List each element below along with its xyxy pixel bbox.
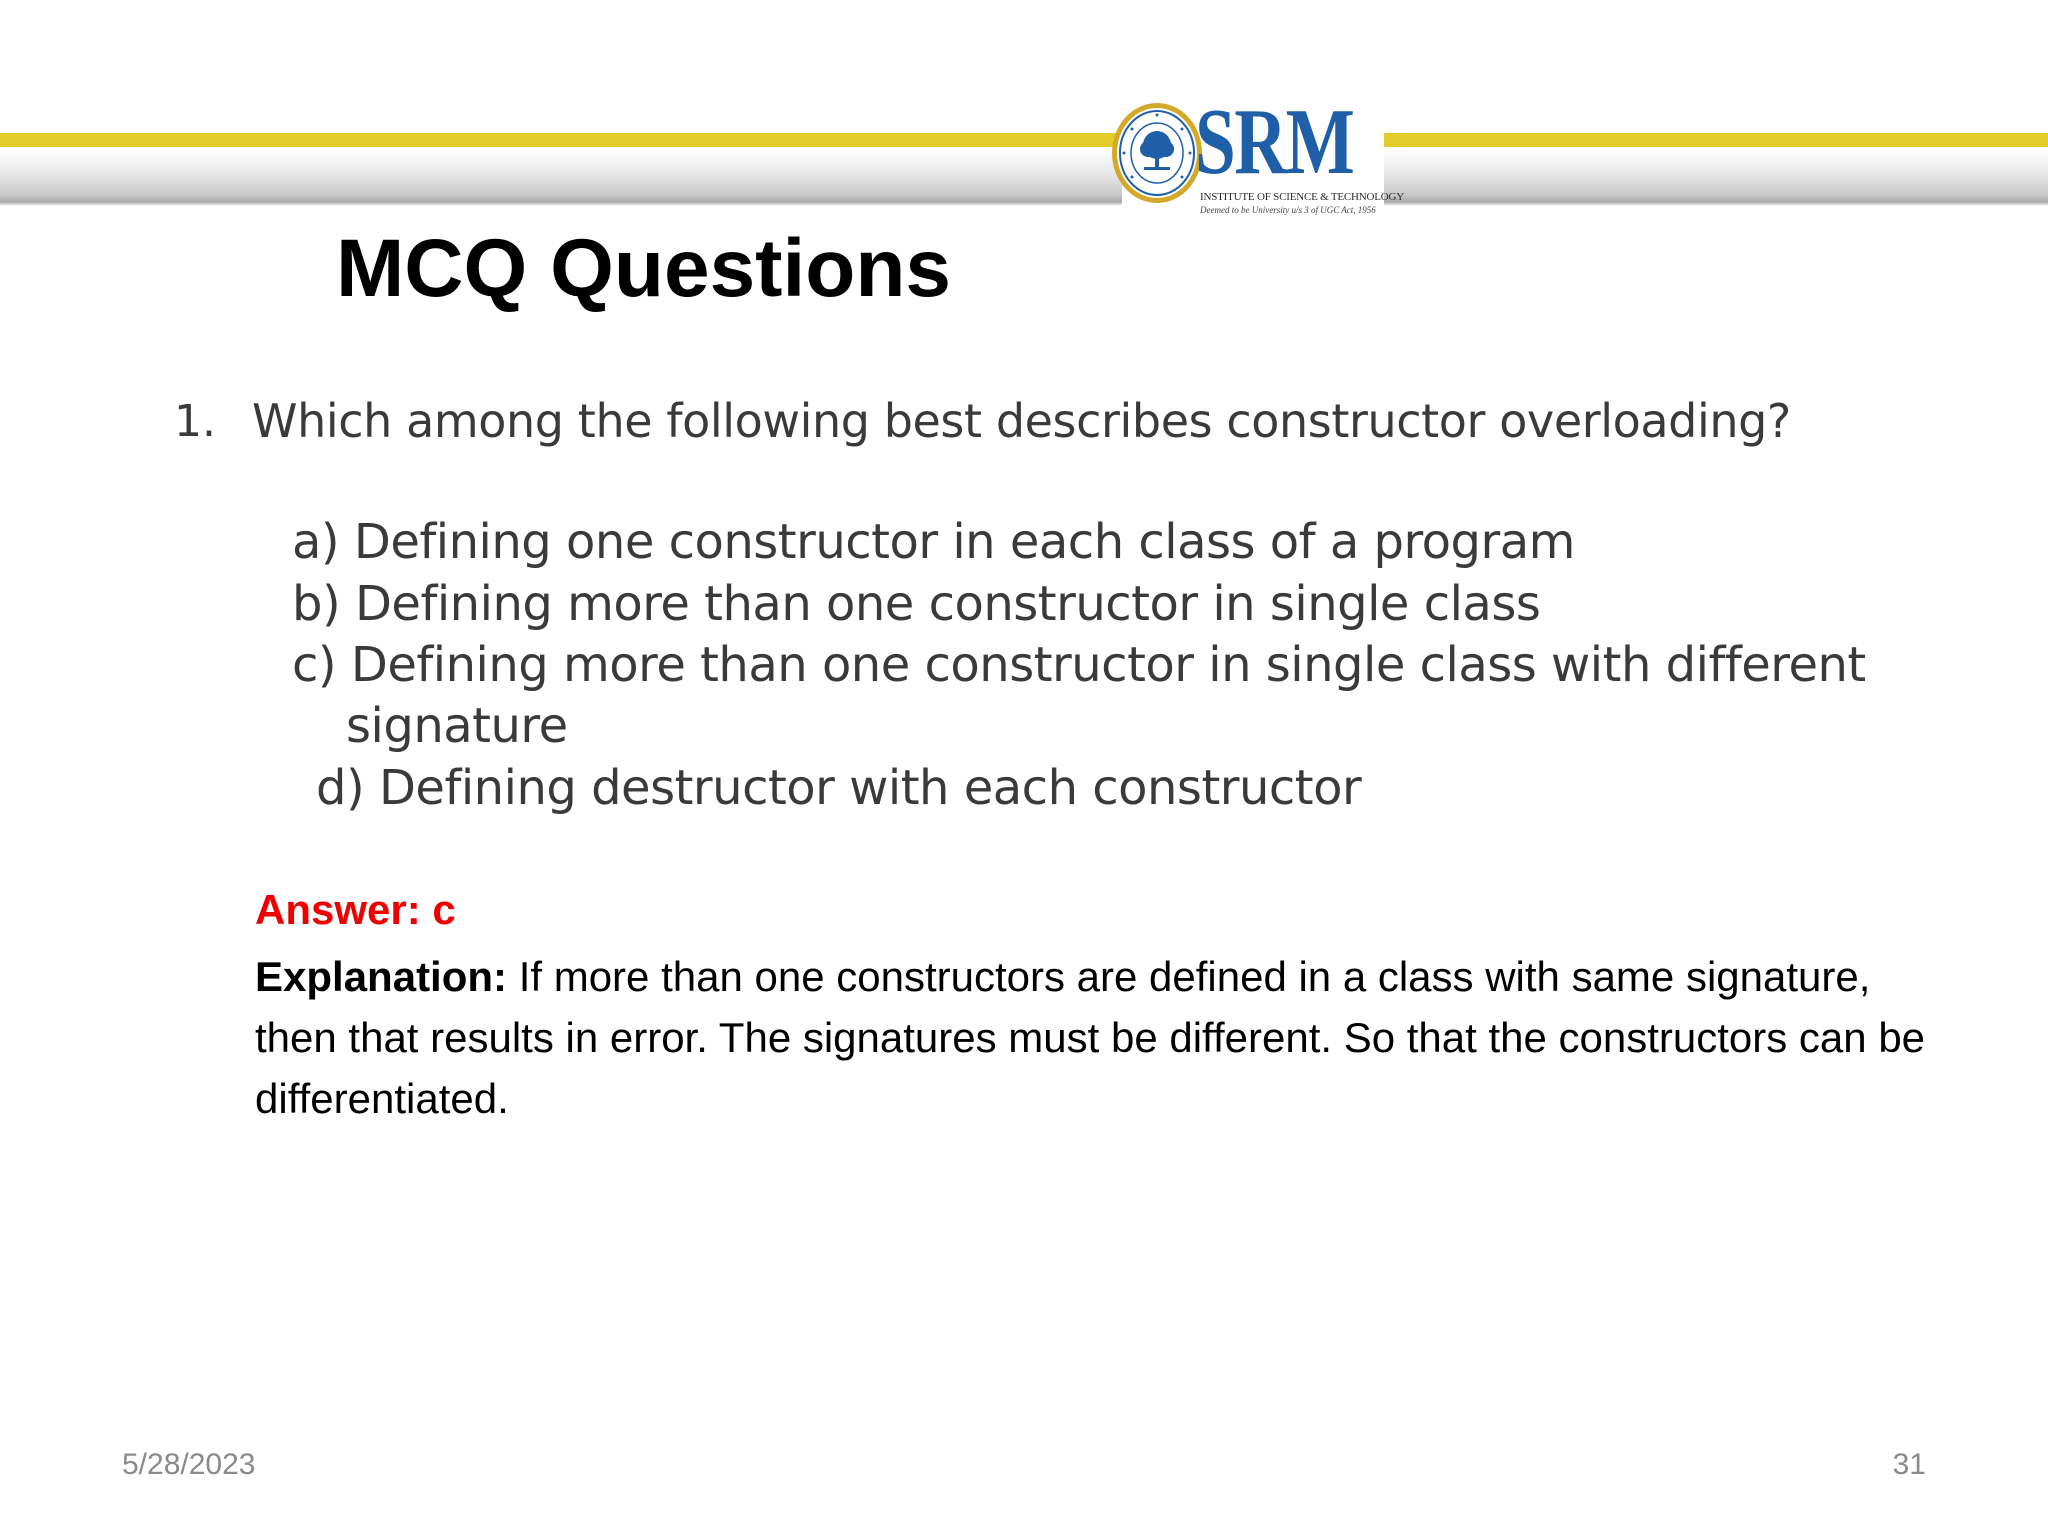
question-number: 1. xyxy=(174,396,216,447)
logo-tagline: Deemed to be University u/s 3 of UGC Act, 1956 xyxy=(1200,205,1376,215)
explanation-paragraph xyxy=(255,946,1935,1129)
option-b: b) Defining more than one constructor in single class xyxy=(292,576,1541,632)
university-seal-icon xyxy=(1110,101,1204,205)
slide-title: MCQ Questions xyxy=(336,223,952,314)
explanation-label: Explanation: xyxy=(255,953,508,1000)
option-c: c) Defining more than one constructor in single class with different xyxy=(292,637,1866,693)
logo-subtitle: INSTITUTE OF SCIENCE & TECHNOLOGY xyxy=(1200,191,1405,203)
header-gray-band xyxy=(0,148,2048,206)
header-yellow-band xyxy=(0,133,2048,147)
option-a: a) Defining one constructor in each class of a program xyxy=(292,514,1575,570)
answer-text: Answer: c xyxy=(255,886,456,933)
question-text: Which among the following best describes constructor overloading? xyxy=(252,394,1791,448)
footer-page-number: 31 xyxy=(1892,1448,1926,1481)
option-d: d) Defining destructor with each constructor xyxy=(316,760,1362,816)
option-c-continuation: signature xyxy=(346,698,568,754)
logo-wordmark: SRM xyxy=(1195,90,1354,194)
footer-date: 5/28/2023 xyxy=(122,1448,256,1481)
explanation-text: If more than one constructors are defined in a class with same signature, then that results in error. The signatures must be different. So that the constructors can be differentiated. xyxy=(255,953,1926,1122)
